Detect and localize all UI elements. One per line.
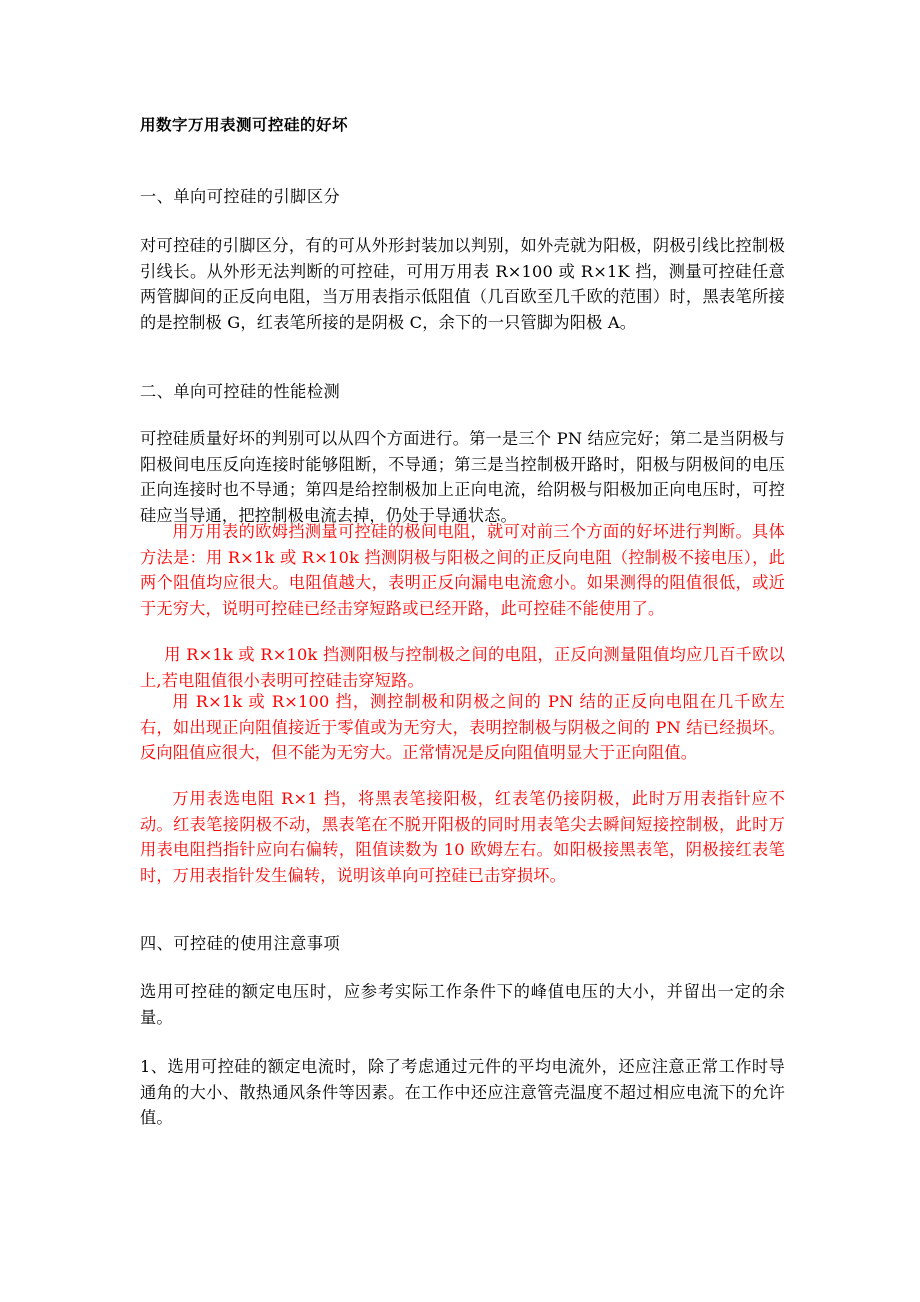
section-4-paragraph-1: 选用可控硅的额定电压时，应参考实际工作条件下的峰值电压的大小，并留出一定的余量。: [140, 982, 785, 1027]
section-2-heading: 二、单向可控硅的性能检测: [140, 382, 341, 401]
red-paragraph-4: 万用表选电阻 R×1 挡，将黑表笔接阳极，红表笔仍接阴极，此时万用表指针应不动。红表笔接阴极不动，黑表笔在不脱开阳极的同时用表笔尖去瞬间短接控制极，此时万用表电阻挡指针应向右偏转，阻值读数为 10 欧姆左右。如阳极接黑表笔，阴极接红表笔时，万用表指针发生偏转，说明该单向可控硅已击穿损坏。: [140, 789, 785, 885]
section-4-heading: 四、可控硅的使用注意事项: [140, 934, 341, 953]
section-1-paragraph: 对可控硅的引脚区分，有的可从外形封装加以判别，如外壳就为阳极，阴极引线比控制极引线长。从外形无法判断的可控硅，可用万用表 R×100 或 R×1K 挡，测量可控硅任意两管脚间的正反向电阻，当万用表指示低阻值（几百欧至几千欧的范围）时，黑表笔所接的是控制极 G，红表笔所接的是阴极 C，余下的一只管脚为阳极 A。: [140, 236, 785, 332]
red-paragraph-3: 用 R×1k 或 R×100 挡，测控制极和阴极之间的 PN 结的正反向电阻在几千欧左右，如出现正向阻值接近于零值或为无穷大，表明控制极与阴极之间的 PN 结已经损坏。反向阻值应很大，但不能为无穷大。正常情况是反向阻值明显大于正向阻值。: [140, 692, 785, 763]
section-1-heading: 一、单向可控硅的引脚区分: [140, 187, 341, 206]
document-title: 用数字万用表测可控硅的好坏: [140, 116, 349, 134]
red-paragraph-2: 用 R×1k 或 R×10k 挡测阳极与控制极之间的电阻，正反向测量阻值均应几百千欧以上,若电阻值很小表明可控硅击穿短路。: [140, 645, 785, 690]
section-4-paragraph-2: 1、选用可控硅的额定电流时，除了考虑通过元件的平均电流外，还应注意正常工作时导通角的大小、散热通风条件等因素。在工作中还应注意管壳温度不超过相应电流下的允许值。: [140, 1057, 785, 1128]
section-2-paragraph: 可控硅质量好坏的判别可以从四个方面进行。第一是三个 PN 结应完好；第二是当阴极与阳极间电压反向连接时能够阻断，不导通；第三是当控制极开路时，阳极与阴极间的电压正向连接时也不导通；第四是给控制极加上正向电流，给阴极与阳极加正向电压时，可控硅应当导通，把控制极电流去掉，仍处于导通状态。: [140, 429, 785, 525]
red-paragraph-1: 用万用表的欧姆挡测量可控硅的极间电阻，就可对前三个方面的好坏进行判断。具体方法是：用 R×1k 或 R×10k 挡测阴极与阳极之间的正反向电阻（控制极不接电压），此两个阻值均应很大。电阻值越大，表明正反向漏电电流愈小。如果测得的阻值很低，或近于无穷大，说明可控硅已经击穿短路或已经开路，此可控硅不能使用了。: [140, 522, 785, 618]
